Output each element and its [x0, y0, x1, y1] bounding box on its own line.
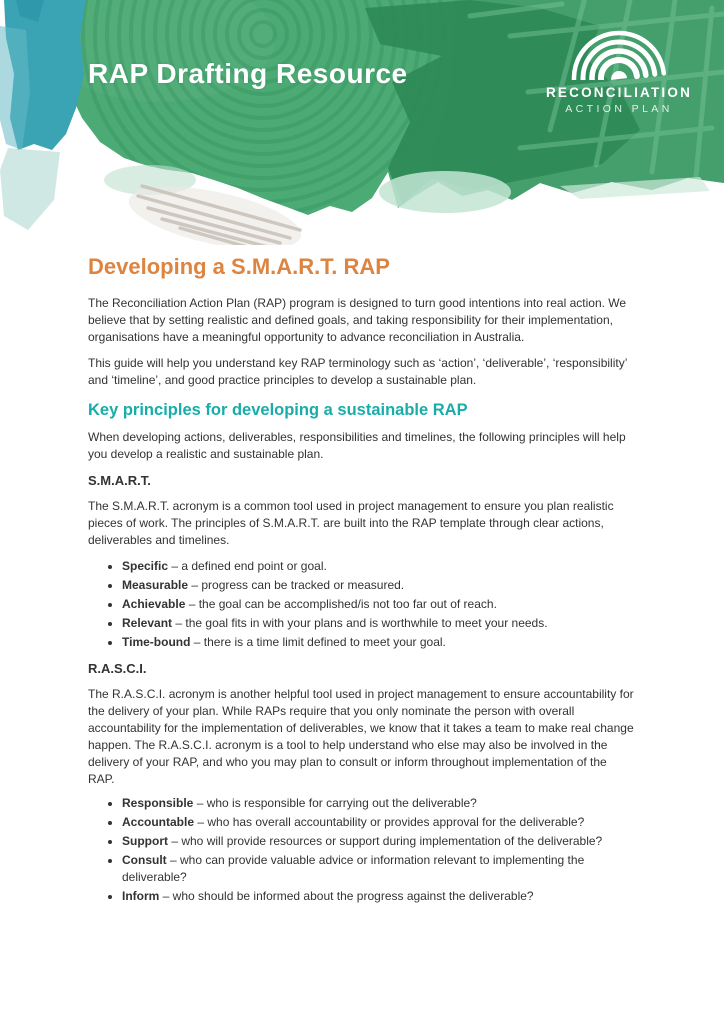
- reconciliation-action-plan-logo: [540, 22, 698, 115]
- logo-text-action-plan: ACTION PLAN: [565, 103, 673, 115]
- banner-header: [0, 0, 724, 245]
- logo-text-reconciliation: RECONCILIATION: [545, 85, 693, 100]
- intro-paragraph-2: This guide will help you understand key RAP terminology such as ‘action’, ‘deliverable’, ‘responsibility’ and ‘timeline’, and good practice principles to develop a sustainable plan.: [88, 356, 627, 387]
- list-item: • Responsible – who is responsible for carrying out the deliverable?: [122, 795, 636, 812]
- principles-paragraph: When developing actions, deliverables, responsibilities and timelines, the following principles will help you develop a realistic and sustainable plan.: [88, 430, 626, 461]
- heading-developing-smart-rap: Developing a S.M.A.R.T. RAP: [88, 254, 390, 279]
- rap-arcs-icon: [567, 22, 671, 80]
- intro-paragraph-1: The Reconciliation Action Plan (RAP) program is designed to turn good intentions into real action. We believe that by setting realistic and defined goals, and taking responsibility for their implementation, organisations have a meaningful opportunity to advance reconciliation in Australia.: [88, 296, 627, 344]
- list-item: • Time-bound – there is a time limit defined to meet your goal.: [122, 634, 636, 651]
- list-item: • Consult – who can provide valuable advice or information relevant to implementing the deliverable?: [122, 852, 636, 886]
- list-item: • Accountable – who has overall accountability or provides approval for the deliverable?: [122, 814, 636, 831]
- page-title: RAP Drafting Resource: [88, 58, 408, 89]
- document-content: [88, 255, 636, 905]
- list-item: • Specific – a defined end point or goal.: [122, 558, 636, 575]
- rasci-bullet-list: [88, 795, 636, 905]
- rasci-paragraph: The R.A.S.C.I. acronym is another helpful tool used in project management to ensure accountability for the delivery of your plan. While RAPs require that you only nominate the person with overall accountability for the implementation of deliverables, we know that it takes a team to make real change happen. The R.A.S.C.I. acronym is a tool to help understand who else may also be involved in the delivery of your RAP, and who you may plan to consult or inform throughout implementation of the RAP.: [88, 687, 634, 786]
- list-item: • Achievable – the goal can be accomplished/is not too far out of reach.: [122, 596, 636, 613]
- list-item: • Inform – who should be informed about the progress against the deliverable?: [122, 888, 636, 905]
- subheading-rasci: R.A.S.C.I.: [88, 661, 147, 676]
- subheading-smart: S.M.A.R.T.: [88, 473, 151, 488]
- list-item: • Measurable – progress can be tracked or measured.: [122, 577, 636, 594]
- smart-bullet-list: [88, 558, 636, 651]
- list-item: • Relevant – the goal fits in with your plans and is worthwhile to meet your needs.: [122, 615, 636, 632]
- smart-paragraph: The S.M.A.R.T. acronym is a common tool used in project management to ensure you plan realistic pieces of work. The principles of S.M.A.R.T. are built into the RAP template through clear actions, deliverables and timelines.: [88, 499, 614, 547]
- heading-key-principles: Key principles for developing a sustainable RAP: [88, 401, 468, 419]
- list-item: • Support – who will provide resources or support during implementation of the deliverable?: [122, 833, 636, 850]
